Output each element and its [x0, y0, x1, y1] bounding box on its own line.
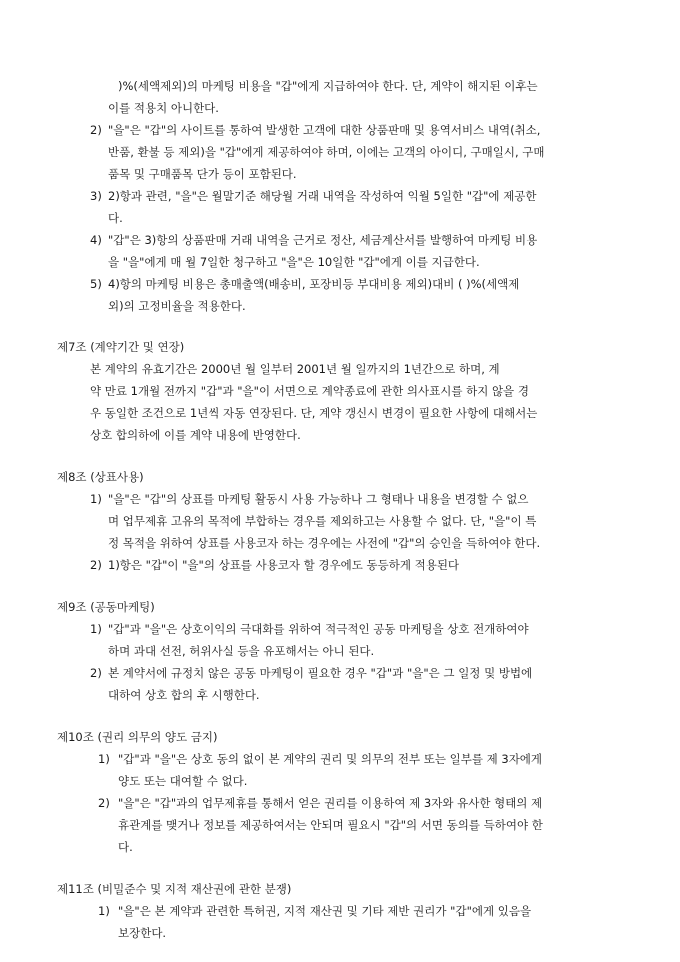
item-number: 5) [90, 277, 102, 291]
item-number: 2) [98, 796, 110, 810]
text-line: 본 계약의 유효기간은 2000년 월 일부터 2001년 월 일까지의 1년간으로 하며, 계 [90, 362, 500, 376]
item-number: 1) [98, 752, 110, 766]
item-number: 1) [98, 904, 110, 918]
text-line: 보장한다. [118, 926, 167, 940]
item-number: 3) [90, 189, 102, 203]
item-number: 2) [90, 123, 102, 137]
text-line: 상호 합의하에 이를 계약 내용에 반영한다. [90, 428, 301, 442]
text-line: 반품, 환불 등 제외)을 "갑"에게 제공하여야 하며, 이에는 고객의 아이디, 구매일시, 구매 [108, 145, 545, 159]
article-heading: 제9조 (공동마케팅) [57, 600, 155, 614]
text-line: 정 목적을 위하여 상표를 사용코자 하는 경우에는 사전에 "갑"의 승인을 득하여야 한다. [108, 536, 541, 550]
text-line: 4)항의 마케팅 비용은 총매출액(배송비, 포장비등 부대비용 제외)대비 ( )%(세액제 [108, 277, 520, 291]
item-number: 1) [90, 492, 102, 506]
text-line: 2)항과 관련, "을"은 월말기준 해당월 거래 내역을 작성하여 익월 5일한 "갑"에 제공한 [108, 189, 537, 203]
article-heading: 제7조 (계약기간 및 연장) [57, 340, 185, 354]
text-line: 1)항은 "갑"이 "을"의 상표를 사용코자 할 경우에도 동등하게 적용된다 [108, 558, 460, 572]
text-line: "갑"과 "을"은 상호 동의 없이 본 계약의 권리 및 의무의 전부 또는 일부를 제 3자에게 [118, 752, 543, 766]
text-line: 다. [118, 840, 133, 854]
text-line: 이를 적용치 아니한다. [108, 101, 219, 115]
text-line: 며 업무제휴 고유의 목적에 부합하는 경우를 제외하고는 사용할 수 없다. 단, "을"이 특 [108, 514, 537, 528]
text-line: "을"은 "갑"의 상표를 마케팅 활동시 사용 가능하나 그 형태나 내용을 변경할 수 없으 [108, 492, 529, 506]
item-number: 2) [90, 558, 102, 572]
article-heading: 제11조 (비밀준수 및 지적 재산권에 관한 분쟁) [57, 882, 292, 896]
text-line: 대하여 상호 합의 후 시행한다. [108, 688, 260, 702]
item-number: 4) [90, 233, 102, 247]
text-line: 다. [108, 211, 123, 225]
text-line: "을"은 "갑"과의 업무제휴를 통해서 얻은 권리를 이용하여 제 3자와 유사한 형태의 제 [118, 796, 543, 810]
text-line: 을 "을"에게 매 월 7일한 청구하고 "을"은 10일한 "갑"에게 이를 지급한다. [108, 255, 480, 269]
article-heading: 제10조 (권리 의무의 양도 금지) [57, 730, 218, 744]
text-line: )%(세액제외)의 마케팅 비용을 "갑"에게 지급하여야 한다. 단, 계약이 해지된 이후는 [118, 79, 538, 93]
text-line: 하며 과대 선전, 허위사실 등을 유포해서는 아니 된다. [108, 644, 375, 658]
text-line: 품목 및 구매품목 단가 등이 포함된다. [108, 167, 297, 181]
item-number: 1) [90, 622, 102, 636]
text-line: "을"은 "갑"의 사이트를 통하여 발생한 고객에 대한 상품판매 및 용역서비스 내역(취소, [108, 123, 541, 137]
text-line: 약 만료 1개월 전까지 "갑"과 "을"이 서면으로 계약종료에 관한 의사표시를 하지 않을 경 [90, 384, 529, 398]
text-line: "갑"과 "을"은 상호이익의 극대화를 위하여 적극적인 공동 마케팅을 상호 전개하여야 [108, 622, 529, 636]
article-heading: 제8조 (상표사용) [57, 470, 144, 484]
text-line: 외)의 고정비율을 적용한다. [108, 299, 246, 313]
text-line: 휴관계를 맺거나 정보를 제공하여서는 안되며 필요시 "갑"의 서면 동의를 득하여야 한 [118, 818, 543, 832]
text-line: "갑"은 3)항의 상품판매 거래 내역을 근거로 정산, 세금계산서를 발행하여 마케팅 비용 [108, 233, 538, 247]
item-number: 2) [90, 666, 102, 680]
text-line: 본 계약서에 규정치 않은 공동 마케팅이 필요한 경우 "갑"과 "을"은 그 일정 및 방법에 [108, 666, 533, 680]
text-line: "을"은 본 계약과 관련한 특허권, 지적 재산권 및 기타 제반 권리가 "갑"에게 있음을 [118, 904, 532, 918]
text-line: 우 동일한 조건으로 1년씩 자동 연장된다. 단, 계약 갱신시 변경이 필요한 사항에 대해서는 [90, 406, 538, 420]
text-line: 양도 또는 대여할 수 없다. [118, 774, 248, 788]
